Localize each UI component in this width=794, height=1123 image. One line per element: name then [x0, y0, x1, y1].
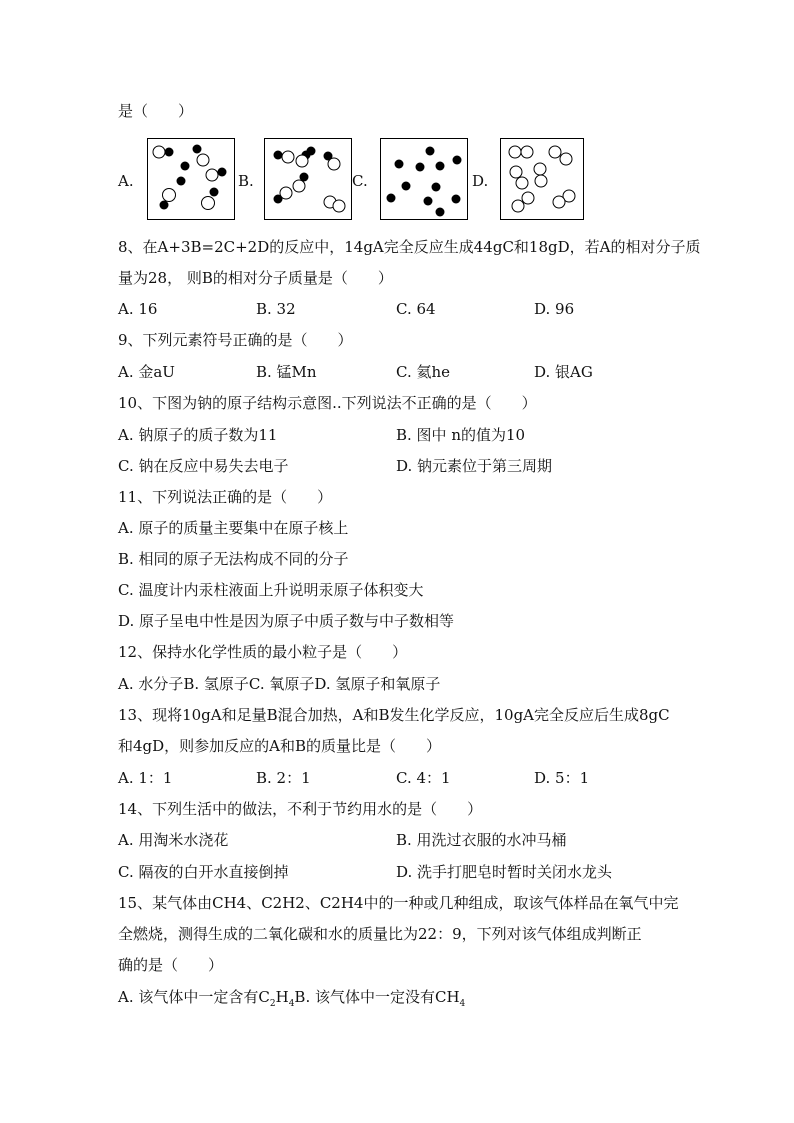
q9-option-b: B. 锰Mn	[256, 363, 317, 381]
q8-option-a: A. 16	[118, 300, 158, 318]
q12-stem: 12、保持水化学性质的最小粒子是（ ）	[118, 643, 408, 661]
q15-option-a-mid: H	[275, 988, 289, 1006]
q9-option-d: D. 银AG	[534, 363, 593, 381]
q15-stem-line3: 确的是（ ）	[118, 956, 224, 974]
q7-option-b-label: B.	[238, 172, 254, 190]
q9-option-c: C. 氦he	[396, 363, 451, 381]
q14-option-a: A. 用淘米水浇花	[118, 831, 229, 849]
q15-stem-line1: 15、某气体由CH4、C2H2、C2H4中的一种或几种组成，取该气体样品在氧气中完	[118, 894, 679, 912]
q14-option-d: D. 洗手打肥皂时暂时关闭水龙头	[396, 863, 613, 881]
q10-stem: 10、下图为钠的原子结构示意图..下列说法不正确的是（ ）	[118, 394, 537, 412]
q15-stem-line2: 全燃烧，测得生成的二氧化碳和水的质量比为22：9，下列对该气体组成判断正	[118, 925, 642, 943]
q7-stem-tail: 是（ ）	[118, 102, 194, 120]
q7-option-a-label: A.	[118, 172, 134, 190]
q11-option-c: C. 温度计内汞柱液面上升说明汞原子体积变大	[118, 581, 424, 599]
q11-stem: 11、下列说法正确的是（ ）	[118, 488, 333, 506]
q14-stem: 14、下列生活中的做法，不利于节约用水的是（ ）	[118, 800, 483, 818]
q14-option-c: C. 隔夜的白开水直接倒掉	[118, 863, 289, 881]
q13-option-d: D. 5：1	[534, 769, 590, 787]
q7-diagram-a	[147, 138, 235, 220]
q11-option-a: A. 原子的质量主要集中在原子核上	[118, 519, 349, 537]
q15-option-a-sub1: 2	[269, 999, 276, 1009]
q13-stem-line1: 13、现将10gA和足量B混合加热，A和B发生化学反应，10gA完全反应后生成8gC	[118, 706, 670, 724]
q11-option-b: B. 相同的原子无法构成不同的分子	[118, 550, 349, 568]
q11-option-d: D. 原子呈电中性是因为原子中质子数与中子数相等	[118, 612, 455, 630]
q10-option-b: B. 图中 n的值为10	[396, 426, 526, 444]
q15-option-b-text: B. 该气体中一定没有CH	[294, 988, 460, 1006]
q10-option-a: A. 钠原子的质子数为11	[118, 426, 278, 444]
q13-option-b: B. 2：1	[256, 769, 311, 787]
q13-option-a: A. 1：1	[118, 769, 173, 787]
q10-option-c: C. 钠在反应中易失去电子	[118, 457, 289, 475]
q15-options-ab	[118, 987, 465, 1007]
q13-stem-line2: 和4gD，则参加反应的A和B的质量比是（ ）	[118, 737, 442, 755]
q8-stem-line1: 8、在A+3B=2C+2D的反应中，14gA完全反应生成44gC和18gD，若A的相对分子质	[118, 238, 701, 256]
q12-options: A. 水分子B. 氢原子C. 氧原子D. 氢原子和氧原子	[118, 675, 441, 693]
q7-diagram-b	[264, 138, 352, 220]
q14-option-b: B. 用洗过衣服的水冲马桶	[396, 831, 567, 849]
q7-diagram-c	[380, 138, 468, 220]
q13-option-c: C. 4：1	[396, 769, 451, 787]
q15-option-a-text: A. 该气体中一定含有C	[118, 988, 270, 1006]
q10-option-d: D. 钠元素位于第三周期	[396, 457, 553, 475]
q9-option-a: A. 金aU	[118, 363, 175, 381]
q8-stem-line2: 量为28， 则B的相对分子质量是（ ）	[118, 269, 393, 287]
q8-option-b: B. 32	[256, 300, 296, 318]
q8-option-c: C. 64	[396, 300, 436, 318]
q15-option-b-sub: 4	[459, 999, 466, 1009]
q9-stem: 9、下列元素符号正确的是（ ）	[118, 331, 353, 349]
q7-diagram-d	[500, 138, 584, 220]
q7-option-d-label: D.	[472, 172, 489, 190]
q8-option-d: D. 96	[534, 300, 575, 318]
q7-option-c-label: C.	[352, 172, 368, 190]
q15-option-a-sub2: 4	[288, 999, 295, 1009]
